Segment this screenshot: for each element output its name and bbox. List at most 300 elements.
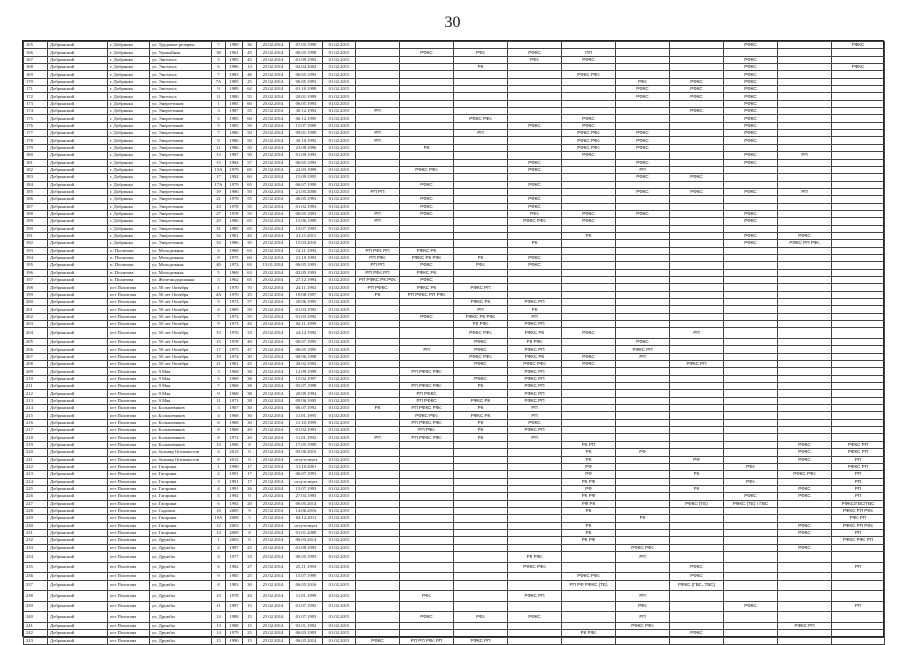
table-cell-f8 xyxy=(724,368,778,375)
table-cell-street: ул. Энгельса xyxy=(150,78,212,85)
table-cell-f9 xyxy=(778,262,832,269)
table-cell-n: 207 xyxy=(24,353,48,360)
table-cell-f9 xyxy=(778,427,832,434)
table-cell-f9: РФКС xyxy=(778,456,832,463)
table-row xyxy=(24,210,885,217)
table-cell-date_c: 01.02.2015 xyxy=(323,269,356,276)
table-cell-date_a: 25.02.2014 xyxy=(257,64,290,71)
table-cell-f7: РФКС xyxy=(670,188,724,195)
table-cell-street: ул. Большевиков xyxy=(150,405,212,412)
table-cell-year: 1982 xyxy=(226,174,243,181)
table-cell-f6: РФКС xyxy=(616,144,670,151)
table-cell-f1 xyxy=(356,612,400,623)
table-cell-f4: РФКС РП xyxy=(508,299,562,306)
table-cell-year: 1985 xyxy=(226,115,243,122)
table-cell-year: 1971 xyxy=(226,397,243,404)
table-cell-f1: РП РФКС xyxy=(356,284,400,291)
table-cell-settlement: пгт Политова xyxy=(108,493,150,500)
table-cell-house: 17 xyxy=(212,346,226,353)
table-cell-f5 xyxy=(562,247,616,254)
table-cell-house: 5 xyxy=(212,277,226,284)
table-cell-f9 xyxy=(778,478,832,485)
table-cell-f6: РФКС xyxy=(616,188,670,195)
table-cell-f10 xyxy=(832,108,885,115)
table-cell-f4: РФКС xyxy=(508,181,562,188)
table-cell-f8 xyxy=(724,225,778,232)
table-cell-settlement: пгт Политова xyxy=(108,544,150,551)
table-cell-settlement: пгт Политова xyxy=(108,471,150,478)
table-cell-f2: РФКС xyxy=(400,196,454,203)
table-cell-house: 13 xyxy=(212,622,226,629)
table-cell-year: 1974 xyxy=(226,353,243,360)
table-cell-apartments: 50 xyxy=(243,137,257,144)
table-cell-f1 xyxy=(356,203,400,210)
table-cell-f9: РФКС xyxy=(778,544,832,551)
table-cell-f5: РФКС xyxy=(562,115,616,122)
table-cell-f5: РФКС xyxy=(562,328,616,339)
table-cell-f9: РП xyxy=(778,188,832,195)
table-cell-f2 xyxy=(400,218,454,225)
table-cell-house: 9 xyxy=(212,86,226,93)
table-cell-f8: РФКС xyxy=(724,493,778,500)
table-cell-date_b: отсутствует xyxy=(290,522,323,529)
table-cell-n: 184 xyxy=(24,181,48,188)
table-cell-f5 xyxy=(562,78,616,85)
table-cell-f9 xyxy=(778,339,832,346)
table-cell-n: 240 xyxy=(24,612,48,623)
table-cell-date_b: 01.07.1993 xyxy=(290,612,323,623)
table-cell-settlement: пгт Политова xyxy=(108,601,150,612)
table-cell-date_c: 01.02.2015 xyxy=(323,225,356,232)
table-cell-date_a: 25.02.2014 xyxy=(257,419,290,426)
table-cell-f8 xyxy=(724,361,778,368)
table-cell-n: 168 xyxy=(24,64,48,71)
table-cell-f9 xyxy=(778,225,832,232)
table-cell-house: 6 xyxy=(212,562,226,573)
table-cell-f7 xyxy=(670,339,724,346)
table-cell-f4: РФКС xyxy=(508,254,562,261)
table-cell-f3 xyxy=(454,71,508,78)
table-cell-f8 xyxy=(724,573,778,580)
table-cell-f3: РК xyxy=(454,64,508,71)
table-cell-date_b: 30.10.1992 xyxy=(290,137,323,144)
table-cell-house: 2 xyxy=(212,544,226,551)
table-cell-f8: РФКС xyxy=(724,86,778,93)
table-cell-f3: РФКС РК xyxy=(454,299,508,306)
table-cell-f2 xyxy=(400,361,454,368)
table-cell-apartments: 33 xyxy=(243,551,257,562)
table-cell-f2: РФКС xyxy=(400,313,454,320)
table-cell-year: 1987 xyxy=(226,152,243,159)
table-cell-house: 7 xyxy=(212,313,226,320)
table-cell-f1 xyxy=(356,601,400,612)
table-cell-house: 10 xyxy=(212,591,226,602)
table-cell-f2 xyxy=(400,78,454,85)
table-cell-f9 xyxy=(778,269,832,276)
table-cell-f9: РФКС xyxy=(778,493,832,500)
table-cell-f2 xyxy=(400,71,454,78)
table-cell-house: 10 xyxy=(212,441,226,448)
table-cell-f2: РК xyxy=(400,144,454,151)
table-cell-year: 1968 xyxy=(226,427,243,434)
table-cell-f5 xyxy=(562,86,616,93)
table-cell-f10 xyxy=(832,306,885,313)
table-cell-f1: РП xyxy=(356,108,400,115)
table-cell-year: 1990 xyxy=(226,463,243,470)
table-cell-street: ул. Энергетиков xyxy=(150,152,212,159)
table-cell-n: 201 xyxy=(24,306,48,313)
table-cell-f7 xyxy=(670,591,724,602)
table-cell-date_c: 01.02.2015 xyxy=(323,456,356,463)
table-cell-n: 167 xyxy=(24,56,48,63)
table-cell-f9 xyxy=(778,144,832,151)
table-cell-year: 1973 xyxy=(226,313,243,320)
table-cell-f6 xyxy=(616,397,670,404)
table-cell-f2 xyxy=(400,551,454,562)
table-cell-f5 xyxy=(562,93,616,100)
table-cell-f4 xyxy=(508,247,562,254)
table-cell-date_c: 01.02.2015 xyxy=(323,93,356,100)
table-cell-date_b: 11.01.1992 xyxy=(290,434,323,441)
table-cell-street: ул. Энергетиков xyxy=(150,174,212,181)
table-cell-f1 xyxy=(356,368,400,375)
table-cell-year: 1987 xyxy=(226,601,243,612)
table-cell-house: 6 xyxy=(212,500,226,507)
table-cell-date_c: 01.02.2015 xyxy=(323,240,356,247)
table-cell-n: 231 xyxy=(24,529,48,536)
table-cell-district: Добринский xyxy=(48,93,108,100)
table-cell-f8 xyxy=(724,441,778,448)
table-cell-f7 xyxy=(670,269,724,276)
table-cell-f8 xyxy=(724,291,778,298)
table-cell-f8 xyxy=(724,485,778,492)
table-cell-f2 xyxy=(400,130,454,137)
table-cell-house: 32 xyxy=(212,232,226,239)
table-cell-district: Добринский xyxy=(48,375,108,382)
table-cell-date_a: 25.02.2014 xyxy=(257,210,290,217)
table-cell-f6 xyxy=(616,299,670,306)
table-cell-f5: РФКС РФс xyxy=(562,71,616,78)
table-cell-n: 243 xyxy=(24,637,48,644)
table-cell-f2: РП РФКС РФс xyxy=(400,405,454,412)
table-cell-settlement: г. Добринка xyxy=(108,218,150,225)
table-cell-f6 xyxy=(616,419,670,426)
table-cell-f1 xyxy=(356,463,400,470)
table-cell-f5: РК xyxy=(562,529,616,536)
table-cell-f1: РП РФс xyxy=(356,254,400,261)
table-cell-n: 218 xyxy=(24,434,48,441)
table-cell-street: ул. Энгельса xyxy=(150,71,212,78)
table-cell-apartments: 9 xyxy=(243,507,257,514)
table-cell-f7 xyxy=(670,397,724,404)
table-cell-f3: РП xyxy=(454,306,508,313)
table-cell-street: ул. Урожайная xyxy=(150,49,212,56)
table-cell-f2 xyxy=(400,100,454,107)
table-cell-f9 xyxy=(778,291,832,298)
table-cell-f5: РФКС xyxy=(562,152,616,159)
table-cell-date_b: 06.05.1993 xyxy=(290,100,323,107)
table-cell-street: ул. Энергетиков xyxy=(150,166,212,173)
table-row xyxy=(24,346,885,353)
table-cell-date_b: 01.03.1992 xyxy=(290,313,323,320)
table-cell-settlement: г. Добринка xyxy=(108,137,150,144)
table-cell-f10 xyxy=(832,277,885,284)
table-cell-date_b: 01.09.1992 xyxy=(290,56,323,63)
table-cell-f1 xyxy=(356,232,400,239)
table-cell-f2 xyxy=(400,463,454,470)
table-cell-f1 xyxy=(356,144,400,151)
table-cell-f3 xyxy=(454,368,508,375)
table-row xyxy=(24,306,885,313)
table-cell-apartments: 55 xyxy=(243,210,257,217)
table-cell-f9 xyxy=(778,49,832,56)
table-cell-f3: РФКС xyxy=(454,339,508,346)
table-cell-f2: РФКС xyxy=(400,181,454,188)
table-cell-f5 xyxy=(562,100,616,107)
table-cell-f3: РФКС РК РФс xyxy=(454,313,508,320)
table-cell-date_a: 25.02.2014 xyxy=(257,108,290,115)
table-cell-date_a: 25.02.2014 xyxy=(257,522,290,529)
table-cell-street: ул. 9 Мая xyxy=(150,390,212,397)
table-cell-f4 xyxy=(508,115,562,122)
table-cell-f6 xyxy=(616,456,670,463)
table-cell-f3 xyxy=(454,196,508,203)
table-cell-f6: РФс xyxy=(616,601,670,612)
table-cell-f2: РП РФКС xyxy=(400,397,454,404)
table-cell-f2: РФКС РК РФс xyxy=(400,254,454,261)
table-cell-street: ул. 50 лет Октября xyxy=(150,291,212,298)
table-cell-f7 xyxy=(670,225,724,232)
table-cell-f2 xyxy=(400,622,454,629)
table-cell-f8 xyxy=(724,196,778,203)
table-cell-f1 xyxy=(356,299,400,306)
table-cell-f9 xyxy=(778,203,832,210)
table-cell-n: 238 xyxy=(24,591,48,602)
table-cell-street: ул. Энергетиков xyxy=(150,159,212,166)
table-cell-year: 1988 xyxy=(226,622,243,629)
table-cell-f4: РФКС xyxy=(508,166,562,173)
table-cell-f6: РП xyxy=(616,551,670,562)
table-cell-f3: РФКС РК xyxy=(454,397,508,404)
table-cell-street: ул. 50 лет Октября xyxy=(150,353,212,360)
table-cell-street: ул. 50 лет Октября xyxy=(150,346,212,353)
table-cell-date_c: 01.02.2015 xyxy=(323,353,356,360)
table-cell-f3: РФКС РП xyxy=(454,637,508,644)
table-row xyxy=(24,100,885,107)
table-cell-district: Добринский xyxy=(48,64,108,71)
table-cell-f1 xyxy=(356,544,400,551)
table-cell-settlement: г. Добринка xyxy=(108,78,150,85)
table-cell-f3: РК РФс xyxy=(454,321,508,328)
table-cell-apartments: 20 xyxy=(243,434,257,441)
table-row xyxy=(24,56,885,63)
table-cell-apartments: 0 xyxy=(243,537,257,544)
table-cell-year: 1985 xyxy=(226,100,243,107)
table-cell-date_b: 06.07.1992 xyxy=(290,405,323,412)
table-cell-house: 8 xyxy=(212,427,226,434)
table-cell-f5 xyxy=(562,339,616,346)
table-cell-f7 xyxy=(670,196,724,203)
table-cell-date_c: 01.02.2015 xyxy=(323,397,356,404)
table-cell-f7: РФКС xyxy=(670,93,724,100)
table-cell-year: 1986 xyxy=(226,240,243,247)
table-cell-f4: РФКС РФс xyxy=(508,218,562,225)
table-cell-f9 xyxy=(778,277,832,284)
table-row xyxy=(24,254,885,261)
table-cell-apartments: 20 xyxy=(243,232,257,239)
table-cell-settlement: г. Добринка xyxy=(108,196,150,203)
table-cell-date_c: 01.02.2015 xyxy=(323,174,356,181)
table-cell-f9 xyxy=(778,500,832,507)
table-cell-f1 xyxy=(356,375,400,382)
table-cell-date_c: 01.02.2015 xyxy=(323,544,356,551)
table-cell-year: 1986 xyxy=(226,144,243,151)
table-cell-f6 xyxy=(616,218,670,225)
table-cell-f6 xyxy=(616,284,670,291)
table-cell-f3 xyxy=(454,56,508,63)
table-cell-f3: РК xyxy=(454,383,508,390)
table-cell-apartments: 60 xyxy=(243,115,257,122)
table-cell-year: 1989 xyxy=(226,86,243,93)
table-cell-f1 xyxy=(356,361,400,368)
table-row xyxy=(24,93,885,100)
table-cell-f1 xyxy=(356,622,400,629)
table-row xyxy=(24,591,885,602)
table-cell-settlement: г. Добринка xyxy=(108,130,150,137)
table-cell-district: Добринский xyxy=(48,544,108,551)
table-cell-f8 xyxy=(724,277,778,284)
table-cell-f6: РФ xyxy=(616,449,670,456)
table-cell-date_a: 25.02.2014 xyxy=(257,397,290,404)
table-cell-f10 xyxy=(832,405,885,412)
table-cell-f4 xyxy=(508,515,562,522)
table-row xyxy=(24,277,885,284)
table-cell-apartments: 0 xyxy=(243,456,257,463)
table-cell-f2 xyxy=(400,86,454,93)
table-cell-date_b: 15.06.1999 xyxy=(290,218,323,225)
table-cell-f8: РФКС xyxy=(724,122,778,129)
table-cell-settlement: пгт Политова xyxy=(108,419,150,426)
table-cell-date_a: 25.02.2014 xyxy=(257,383,290,390)
table-cell-f8 xyxy=(724,405,778,412)
table-cell-street: ул. Дружбы xyxy=(150,537,212,544)
table-cell-f6 xyxy=(616,573,670,580)
table-cell-district: Добринский xyxy=(48,328,108,339)
table-cell-f2 xyxy=(400,353,454,360)
table-cell-f3: РП xyxy=(454,130,508,137)
table-cell-district: Добринский xyxy=(48,203,108,210)
table-cell-apartments: 26 xyxy=(243,485,257,492)
table-cell-f4 xyxy=(508,463,562,470)
table-cell-f5 xyxy=(562,42,616,49)
table-row xyxy=(24,49,885,56)
table-cell-f1: РФКС xyxy=(356,637,400,644)
table-cell-apartments: 55 xyxy=(243,203,257,210)
table-cell-street: ул. Гагарина xyxy=(150,463,212,470)
table-cell-settlement: г. Добринка xyxy=(108,108,150,115)
table-cell-f9 xyxy=(778,383,832,390)
table-cell-date_a: 25.02.2014 xyxy=(257,42,290,49)
table-cell-f10: РФКС РП xyxy=(832,463,885,470)
table-cell-f8 xyxy=(724,174,778,181)
table-cell-f7 xyxy=(670,100,724,107)
table-cell-f5: РФ xyxy=(562,463,616,470)
table-cell-f2 xyxy=(400,64,454,71)
table-cell-f10 xyxy=(832,210,885,217)
table-cell-f6: РФКС xyxy=(616,93,670,100)
table-cell-f8: РФКС xyxy=(724,108,778,115)
table-cell-f9 xyxy=(778,64,832,71)
table-cell-apartments: 17 xyxy=(243,463,257,470)
table-cell-f6 xyxy=(616,152,670,159)
table-cell-f7 xyxy=(670,434,724,441)
table-cell-street: ул. Энгельса xyxy=(150,93,212,100)
table-cell-f5 xyxy=(562,601,616,612)
table-cell-date_a: 25.02.2014 xyxy=(257,441,290,448)
table-cell-f8 xyxy=(724,397,778,404)
table-cell-n: 222 xyxy=(24,463,48,470)
table-cell-street: ул. Молодежная xyxy=(150,262,212,269)
table-row xyxy=(24,383,885,390)
table-cell-settlement: пгт Политова xyxy=(108,463,150,470)
table-cell-street: ул. Дружбы xyxy=(150,612,212,623)
table-cell-date_a: 25.02.2014 xyxy=(257,159,290,166)
table-cell-f1 xyxy=(356,551,400,562)
table-cell-f10 xyxy=(832,434,885,441)
table-cell-f3 xyxy=(454,137,508,144)
table-cell-f5 xyxy=(562,196,616,203)
table-cell-f7 xyxy=(670,463,724,470)
table-cell-year: 1985 xyxy=(226,122,243,129)
table-cell-district: Добринский xyxy=(48,412,108,419)
table-cell-f10: РП xyxy=(832,562,885,573)
table-cell-house: 1 xyxy=(212,100,226,107)
table-cell-f8 xyxy=(724,339,778,346)
table-cell-street: ул. бульвар Оптимистов xyxy=(150,449,212,456)
table-cell-f1: РП РП xyxy=(356,188,400,195)
table-cell-f3 xyxy=(454,42,508,49)
table-cell-f9 xyxy=(778,247,832,254)
table-cell-n: 212 xyxy=(24,390,48,397)
table-cell-f1 xyxy=(356,449,400,456)
table-cell-f10 xyxy=(832,100,885,107)
table-cell-f4: РП xyxy=(508,405,562,412)
table-cell-district: Добринский xyxy=(48,321,108,328)
table-cell-district: Добринский xyxy=(48,42,108,49)
table-cell-f4 xyxy=(508,144,562,151)
table-cell-f7 xyxy=(670,159,724,166)
table-cell-f4 xyxy=(508,42,562,49)
table-cell-f6: РФс xyxy=(616,78,670,85)
table-cell-house: 11 xyxy=(212,144,226,151)
table-cell-f6 xyxy=(616,493,670,500)
table-cell-f4: РФКС РП xyxy=(508,427,562,434)
table-cell-f5: РФ РК xyxy=(562,500,616,507)
table-cell-year: 2009 xyxy=(226,529,243,536)
table-cell-street: ул. Железнодорожная xyxy=(150,277,212,284)
table-cell-date_a: 25.02.2014 xyxy=(257,291,290,298)
table-row xyxy=(24,328,885,339)
table-cell-n: 217 xyxy=(24,427,48,434)
table-cell-date_a: 25.02.2014 xyxy=(257,390,290,397)
table-cell-f6 xyxy=(616,405,670,412)
table-cell-house: 5 xyxy=(212,375,226,382)
table-cell-f10 xyxy=(832,232,885,239)
table-cell-f2 xyxy=(400,456,454,463)
table-cell-f2: РФс xyxy=(400,591,454,602)
table-cell-apartments: 15 xyxy=(243,612,257,623)
table-cell-date_a: 25.02.2014 xyxy=(257,562,290,573)
